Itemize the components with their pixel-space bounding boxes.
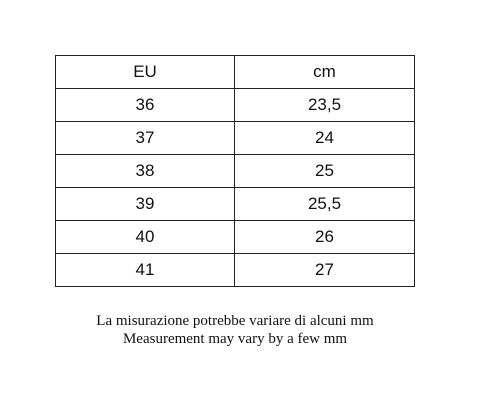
column-header-cm: cm [235,56,415,89]
eu-size-cell: 39 [56,188,235,221]
cm-length-cell: 23,5 [235,89,415,122]
column-header-eu: EU [56,56,235,89]
measurement-note-italian: La misurazione potrebbe variare di alcuni mm [96,313,374,329]
table-row [56,122,415,155]
table-row [56,188,415,221]
cm-length-cell: 25 [235,155,415,188]
table-row [56,221,415,254]
eu-size-cell: 36 [56,89,235,122]
eu-size-cell: 40 [56,221,235,254]
cm-length-cell: 27 [235,254,415,287]
table-row [56,89,415,122]
table-row [56,155,415,188]
table-row [56,254,415,287]
size-chart-table [55,55,415,287]
eu-size-cell: 41 [56,254,235,287]
cm-length-cell: 25,5 [235,188,415,221]
cm-length-cell: 26 [235,221,415,254]
eu-size-cell: 38 [56,155,235,188]
table-header-row [56,56,415,89]
cm-length-cell: 24 [235,122,415,155]
eu-size-cell: 37 [56,122,235,155]
measurement-note-english: Measurement may vary by a few mm [122,331,348,347]
